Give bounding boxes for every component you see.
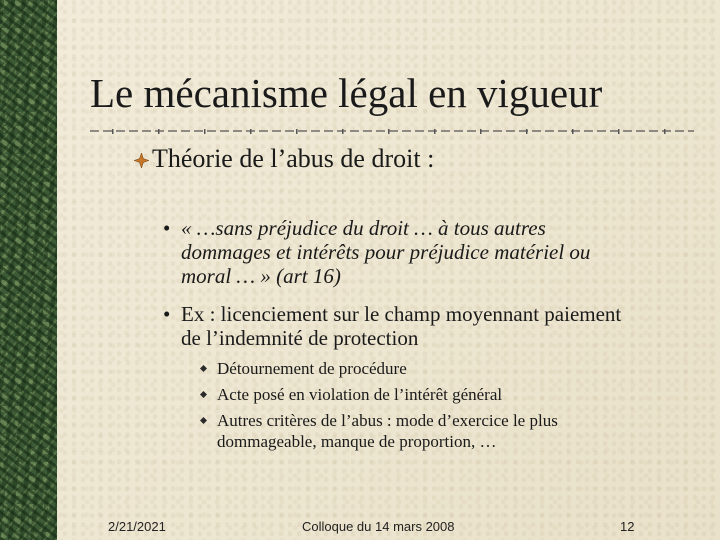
slide-title: Le mécanisme légal en vigueur bbox=[90, 70, 603, 116]
subbullet-text bbox=[217, 410, 670, 452]
bullet-item bbox=[163, 216, 703, 288]
subbullet-line: dommageable, manque de proportion, … bbox=[217, 432, 497, 451]
diamond-icon bbox=[200, 365, 207, 372]
bullet-line bbox=[181, 264, 703, 288]
bullet-item bbox=[163, 302, 703, 350]
diamond-icon bbox=[200, 391, 207, 398]
subbullet-text: Détournement de procédure bbox=[217, 359, 407, 378]
footer-page-number: 12 bbox=[620, 519, 635, 534]
subbullet-item bbox=[200, 384, 670, 405]
bullet-line: dommages et intérêts pour préjudice matériel ou bbox=[181, 240, 591, 264]
footer-date: 2/21/2021 bbox=[108, 519, 166, 534]
bullet-text bbox=[181, 216, 703, 288]
title-divider bbox=[90, 128, 694, 134]
bullet-line: de l’indemnité de protection bbox=[181, 326, 419, 350]
footer-center-text: Colloque du 14 mars 2008 bbox=[302, 519, 455, 534]
heading-text: Théorie de l’abus de droit : bbox=[152, 144, 435, 173]
bullet-marker: • bbox=[163, 302, 171, 326]
subbullet-item bbox=[200, 358, 670, 379]
bullet-line: « …sans préjudice du droit … à tous autres bbox=[181, 216, 546, 240]
subbullet-text: Acte posé en violation de l’intérêt général bbox=[217, 385, 503, 404]
four-point-star-icon bbox=[134, 153, 149, 168]
bullet-marker: • bbox=[163, 216, 171, 240]
bullet-text bbox=[181, 302, 703, 350]
subbullet-line: Autres critères de l’abus : mode d’exercice le plus bbox=[217, 411, 558, 430]
bullet-line-italic: moral … » (art 16) bbox=[181, 264, 341, 288]
decorative-marble-strip bbox=[0, 0, 57, 540]
subbullet-item bbox=[200, 410, 670, 452]
bullet-line: Ex : licenciement sur le champ moyennant paiement bbox=[181, 302, 622, 326]
diamond-icon bbox=[200, 417, 207, 424]
